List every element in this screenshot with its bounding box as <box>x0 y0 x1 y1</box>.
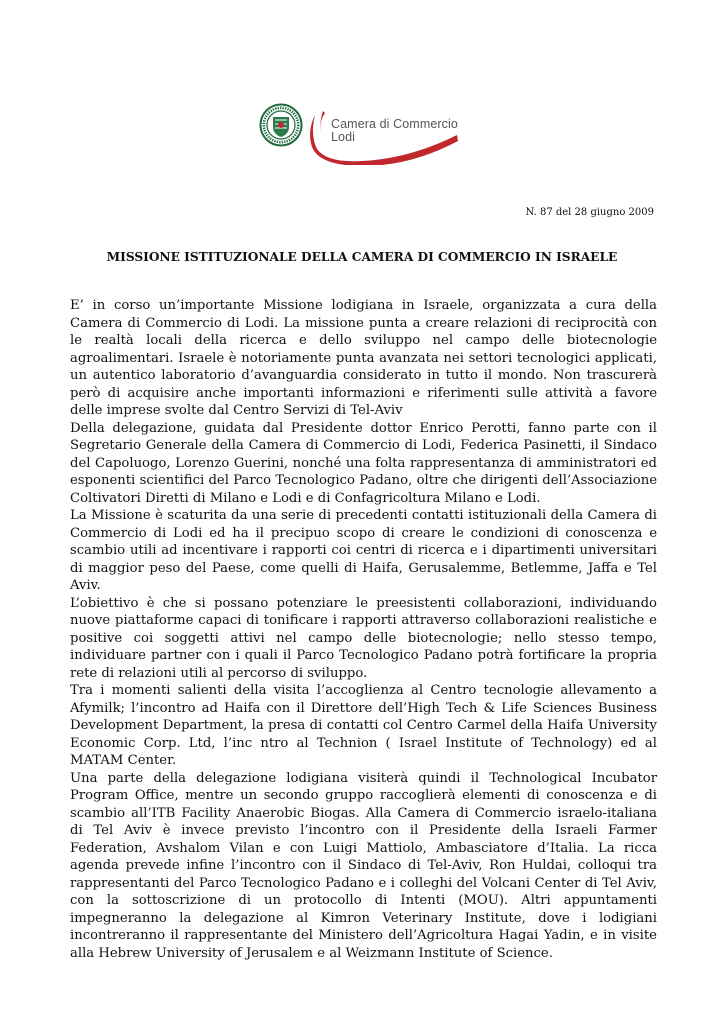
document-title: MISSIONE ISTITUZIONALE DELLA CAMERA DI COMMERCIO IN ISRAELE <box>106 250 618 264</box>
paragraph: Della delegazione, guidata dal Presidente dottor Enrico Perotti, fanno parte con il Segretario Generale della Camera di Commercio di Lodi, Federica Pasinetti, il Sindaco del Capoluogo, Lorenzo Guerini, nonché una folta rappresentanza di amministratori ed esponenti scientifici del Parco Tecnologico Padano, oltre che dirigenti dell’Associazione Coltivatori Diretti di Milano e Lodi e di Confagricoltura Milano e Lodi. <box>70 420 657 506</box>
chamber-logo <box>309 103 459 165</box>
paragraph: E’ in corso un’importante Missione lodigiana in Israele, organizzata a cura della Camera di Commercio di Lodi. La missione punta a creare relazioni di reciprocità con le realtà locali della ricerca e dello sviluppo nel campo delle biotecnologie agroalimentari. Israele è notoriamente punta avanzata nei settori tecnologici applicati, un autentico laboratorio d’avanguardia considerato in tutto il mondo. Non trascurerà però di acquisire anche importanti informazioni e riferimenti sulle attività a favore delle imprese svolte dal Centro Servizi di Tel-Aviv <box>70 298 657 418</box>
logo-text-lodi: Lodi <box>331 130 356 144</box>
paragraph: L’obiettivo è che si possano potenziare le preesistenti collaborazioni, individuando nuove piattaforme capaci di tonificare i rapporti attraverso collaborazioni realistiche e positive coi soggetti attivi nel campo delle biotecnologie; nello stesso tempo, individuare partner con i quali il Parco Tecnologico Padano potrà fortificare la propria rete di relazioni utili al percorso di sviluppo. <box>70 595 657 681</box>
chamber-seal-logo <box>259 103 303 147</box>
logo-text-camera: Camera di Commercio <box>331 117 458 131</box>
paragraph: La Missione è scaturita da una serie di precedenti contatti istituzionali della Camera di Commercio di Lodi ed ha il precipuo scopo di creare le condizioni di conoscenza e scambio utili ad incentivare i rapporti coi centri di ricerca e i dipartimenti universitari di maggior peso del Paese, come quelli di Haifa, Gerusalemme, Betlemme, Jaffa e Tel Aviv. <box>70 508 657 593</box>
paragraph: Tra i momenti salienti della visita l’accoglienza al Centro tecnologie allevamento a Afymilk; l’incontro ad Haifa con il Direttore dell’High Tech & Life Sciences Business Development Department, la presa di contatti col Centro Carmel della Haifa University Economic Corp. Ltd, l’inc ntro al Technion ( Israel Institute of Technology) ed al MATAM Center. <box>70 683 657 768</box>
document-reference: N. 87 del 28 giugno 2009 <box>525 207 654 218</box>
paragraph: Una parte della delegazione lodigiana visiterà quindi il Technological Incubator Program Office, mentre un secondo gruppo raccoglierà elementi di conoscenza e di scambio all’ITB Facility Anaerobic Biogas. Alla Camera di Commercio israelo-italiana di Tel Aviv è invece previsto l’incontro con il Presidente della Israeli Farmer Federation, Avshalom Vilan e con Luigi Mattiolo, Ambasciatore d’Italia. La ricca agenda prevede infine l’incontro con il Sindaco di Tel-Aviv, Ron Huldai, colloqui tra rappresentanti del Parco Tecnologico Padano e i colleghi del Volcani Center di Tel Aviv, con la sottoscrizione di un protocollo di Intenti (MOU). Altri appuntamenti impegneranno la delegazione al Kimron Veterinary Institute, dove i lodigiani incontreranno il rappresentante del Ministero dell’Agricoltura Hagai Yadin, e in visite alla Hebrew University of Jerusalem e al Weizmann Institute of Science. <box>70 770 657 961</box>
letterhead <box>255 103 460 165</box>
document-body <box>70 297 657 962</box>
